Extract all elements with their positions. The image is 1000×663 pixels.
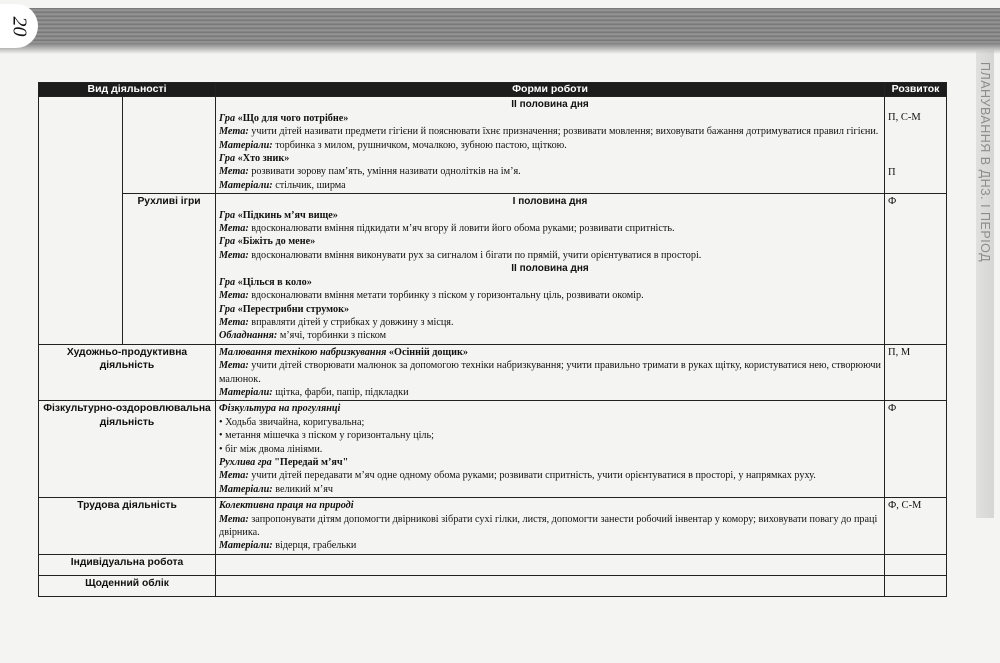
game-title: «Біжіть до мене» [237, 236, 316, 248]
goal-line [219, 125, 881, 138]
goal-line [219, 222, 881, 235]
side-label-container [970, 58, 998, 518]
goal-label: Мета: [219, 513, 249, 525]
materials-label: Матеріали: [219, 179, 273, 191]
goal-line [219, 469, 881, 482]
work-forms-cell [216, 97, 885, 194]
bullet-text: біг між двома лініями. [225, 443, 323, 455]
category-cell-continued [39, 97, 123, 344]
goal-text: вправляти дітей у стрибках у довжину з місця. [248, 316, 454, 328]
development-cell: Ф [885, 194, 947, 344]
work-forms-cell-empty [216, 575, 885, 596]
work-forms-cell [216, 344, 885, 401]
game-line [219, 112, 881, 125]
development-cell-empty [885, 575, 947, 596]
category-cell: Індивідуальна робота [39, 554, 216, 575]
game-line [219, 235, 881, 248]
goal-text: розвивати зорову пам’ять, уміння називати однолітків на ім’я. [248, 166, 521, 178]
goal-text: учити дітей створювати малюнок за допомогою техніки набризкування; учити правильно тримати в руках щітку, користуватися нею, створюючи малюнок. [219, 360, 881, 385]
game-title: «Підкинь м’яч вище» [237, 209, 338, 221]
activity-label: Малювання технікою набризкування [219, 346, 387, 358]
goal-label: Мета: [219, 166, 249, 178]
materials-text: щітка, фарби, папір, підкладки [272, 386, 409, 398]
development-cell: Ф [885, 401, 947, 498]
materials-text: відерця, грабельки [272, 540, 357, 552]
half-day-heading: ІІ половина дня [511, 99, 589, 111]
goal-text: учити дітей передавати м’яч одне одному обома руками; розвивати спритність, учити орієнтуватися в просторі, у напрямках руху. [248, 470, 816, 482]
game-line [219, 456, 881, 469]
header-development: Розвиток [885, 83, 947, 97]
bullet-text: метання мішечка з піском у горизонтальну ціль; [225, 430, 434, 442]
activity-title: «Осінній дощик» [386, 346, 468, 358]
game-prefix: Гра [219, 303, 238, 315]
goal-label: Мета: [219, 360, 249, 372]
goal-text: вдосконалювати вміння метати торбинку з піском у горизонтальну ціль, розвивати окомір. [248, 290, 644, 302]
game-prefix: Гра [219, 153, 238, 165]
table-row [39, 575, 947, 596]
materials-text: великий м’яч [272, 483, 334, 495]
materials-line [219, 139, 881, 152]
materials-label: Матеріали: [219, 386, 273, 398]
goal-line [219, 359, 881, 386]
goal-label: Мета: [219, 290, 249, 302]
equipment-label: Обладнання: [219, 330, 278, 342]
materials-line [219, 179, 881, 192]
category-cell: Щоденний облік [39, 575, 216, 596]
goal-text: вдосконалювати вміння підкидати м’яч вгору й ловити його обома руками; розвивати спритність. [248, 223, 675, 235]
half-day-heading: І половина дня [512, 196, 588, 208]
table-row [39, 498, 947, 555]
materials-label: Матеріали: [219, 139, 273, 151]
top-scan-fade [0, 44, 1000, 54]
game-prefix: Гра [219, 276, 238, 288]
planning-table [38, 82, 947, 597]
materials-text: стільчик, ширма [272, 179, 346, 191]
work-forms-cell [216, 194, 885, 344]
equipment-text: м’ячі, торбинки з піском [277, 330, 387, 342]
materials-text: торбинка з милом, рушничком, мочалкою, зубною пастою, щіткою. [272, 139, 567, 151]
goal-label: Мета: [219, 223, 249, 235]
goal-line [219, 249, 881, 262]
category-cell: Фізкультурно-оздоровлювальна діяльність [39, 401, 216, 498]
game-title: "Передай м’яч" [271, 456, 349, 468]
activity-line [219, 499, 881, 512]
activity-line [219, 402, 881, 415]
goal-text: учити дітей називати предмети гігієни й пояснювати їхнє призначення; розвивати мовлення; виховувати бажання дотримуватися правил гігієни. [248, 126, 879, 138]
game-prefix: Гра [219, 209, 238, 221]
table-row [39, 194, 947, 344]
game-title: «Хто зник» [237, 153, 290, 165]
game-title: «Цілься в коло» [237, 276, 312, 288]
goal-label: Мета: [219, 316, 249, 328]
work-forms-cell-empty [216, 554, 885, 575]
table-header-row [39, 83, 947, 97]
game-line [219, 209, 881, 222]
activity-label: Фізкультура на прогулянці [219, 403, 341, 415]
subcategory-cell-empty [123, 97, 216, 194]
equipment-line [219, 329, 881, 342]
category-cell: Художньо-продуктивна діяльність [39, 344, 216, 401]
game-line [219, 276, 881, 289]
goal-label: Мета: [219, 249, 249, 261]
table-row [39, 97, 947, 194]
work-forms-cell [216, 401, 885, 498]
development-value: П [888, 166, 896, 178]
development-cell: Ф, С-М [885, 498, 947, 555]
goal-label: Мета: [219, 126, 249, 138]
game-prefix: Гра [219, 112, 238, 124]
development-cell: П, М [885, 344, 947, 401]
bullet-item: • Ходьба звичайна, коригувальна; [219, 416, 365, 428]
materials-line [219, 539, 881, 552]
materials-line [219, 386, 881, 399]
development-value: П, С-М [888, 112, 921, 124]
game-prefix: Рухлива гра [219, 456, 272, 468]
goal-line [219, 165, 881, 178]
game-title: «Перестрибни струмок» [237, 303, 350, 315]
materials-line [219, 483, 881, 496]
page-number: 20 [8, 16, 31, 36]
game-title: «Що для чого потрібне» [237, 112, 349, 124]
header-work-forms: Форми роботи [216, 83, 885, 97]
game-line [219, 152, 881, 165]
category-cell: Трудова діяльність [39, 498, 216, 555]
activity-line [219, 346, 881, 359]
materials-label: Матеріали: [219, 540, 273, 552]
goal-text: вдосконалювати вміння виконувати рух за сигналом і бігати по прямій, учити орієнтуватися в просторі. [248, 249, 702, 261]
bullet-item: • біг між двома лініями. [219, 443, 323, 455]
goal-line [219, 513, 881, 540]
work-forms-cell [216, 498, 885, 555]
goal-label: Мета: [219, 470, 249, 482]
subcategory-cell: Рухливі ігри [123, 194, 216, 344]
side-label: ПЛАНУВАННЯ В ДНЗ. І ПЕРІОД [978, 62, 992, 263]
header-activity-type: Вид діяльності [39, 83, 216, 97]
goal-line [219, 289, 881, 302]
bullet-text: Ходьба звичайна, коригувальна; [225, 416, 365, 428]
materials-label: Матеріали: [219, 483, 273, 495]
development-cell [885, 97, 947, 194]
goal-text: запропонувати дітям допомогти двірникові зібрати сухі гілки, листя, допомогти занести робочий інвентар у комору; виховувати повагу до праці двірника. [219, 513, 878, 538]
development-cell-empty [885, 554, 947, 575]
bullet-item: • метання мішечка з піском у горизонтальну ціль; [219, 430, 434, 442]
table-row [39, 554, 947, 575]
game-line [219, 303, 881, 316]
activity-label: Колективна праця на природі [219, 500, 354, 512]
goal-line [219, 316, 881, 329]
table-row [39, 401, 947, 498]
half-day-heading: ІІ половина дня [511, 263, 589, 275]
table-row [39, 344, 947, 401]
game-prefix: Гра [219, 236, 238, 248]
